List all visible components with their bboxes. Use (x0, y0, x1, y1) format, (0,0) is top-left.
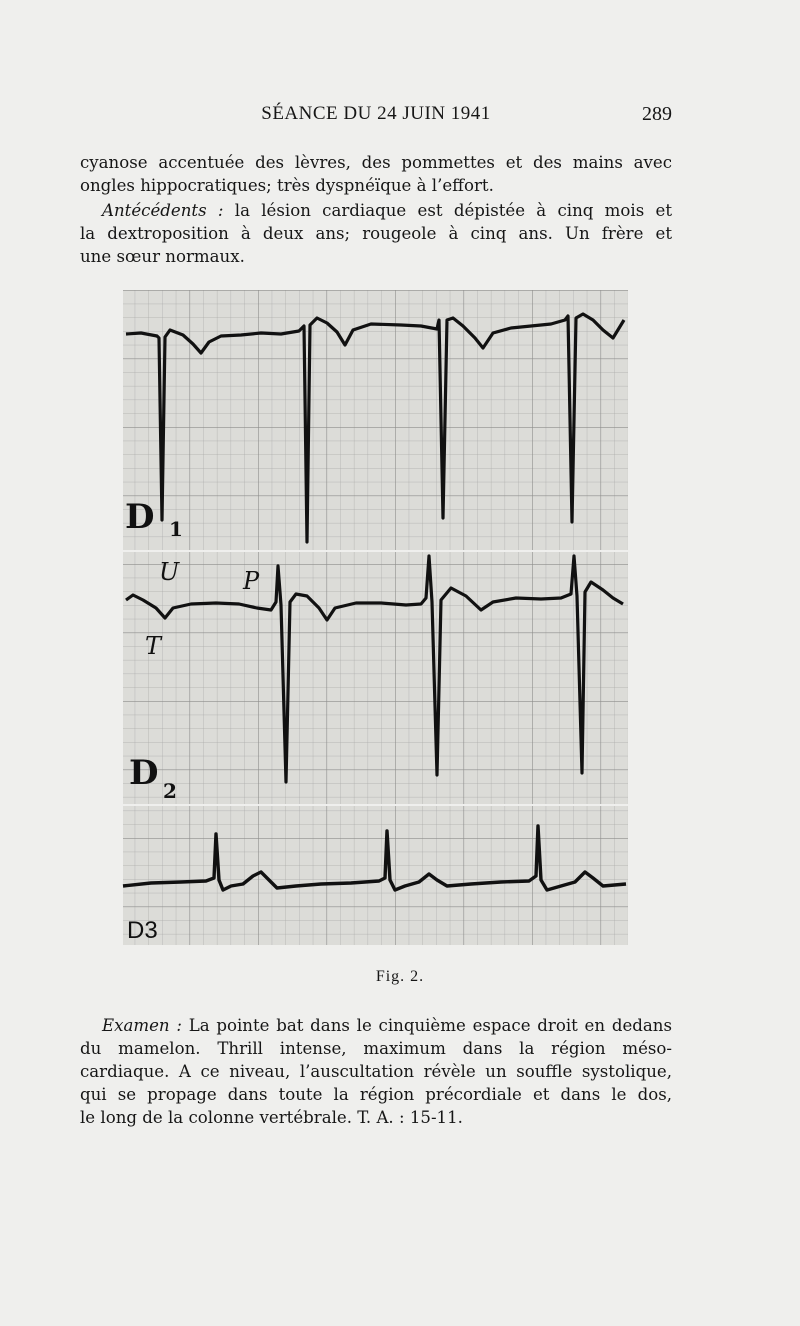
text-line: le long de la colonne vertébrale. T. A. : 15-11. (80, 1108, 463, 1127)
figure-caption: Fig. 2. (375, 968, 425, 985)
text-line-rest: la lésion cardiaque est dépistée à cinq mois et (234, 201, 673, 220)
ecg-tracing (121, 290, 628, 945)
lead-d3-panel (123, 806, 628, 945)
text-line: du mamelon. Thrill intense, maximum dans la région méso- (80, 1039, 672, 1058)
text-line: cardiaque. A ce niveau, l’auscultation révèle un souffle systolique, (80, 1062, 672, 1081)
paragraph-examination (80, 1014, 672, 1129)
text-line: qui se propage dans toute la région précordiale et dans le dos, (80, 1085, 672, 1104)
antecedents-label: Antécédents : (102, 201, 224, 220)
paragraph-cyanosis (80, 151, 672, 197)
lead-d2-panel (123, 552, 628, 804)
lead-d3-label: D3 (127, 917, 158, 944)
running-head: SÉANCE DU 24 JUIN 1941 (261, 103, 491, 124)
text-line: ongles hippocratiques; très dyspnéïque à l’effort. (80, 176, 494, 195)
text-line (80, 199, 672, 222)
wave-label-u: U (159, 558, 180, 586)
examen-label: Examen : (102, 1016, 182, 1035)
text-line: une sœur normaux. (80, 247, 245, 266)
lead-d2-label: D (129, 753, 159, 793)
text-line: la dextroposition à deux ans; rougeole à cinq ans. Un frère et (80, 224, 672, 243)
page-header (80, 103, 672, 131)
page-number: 289 (642, 103, 672, 125)
lead-d2-subscript: 2 (163, 779, 177, 803)
paragraph-antecedents (80, 199, 672, 268)
lead-d1-subscript: 1 (169, 517, 183, 541)
text-line: cyanose accentuée des lèvres, des pommettes et des mains avec (80, 153, 672, 172)
lead-d1-panel (123, 290, 628, 550)
lead-d1-label: D (125, 497, 155, 537)
text-line-rest: La pointe bat dans le cinquième espace droit en dedans (188, 1016, 672, 1035)
ecg-figure (121, 290, 628, 945)
wave-label-t: T (145, 632, 162, 660)
wave-label-p: P (243, 567, 260, 595)
text-line (80, 1014, 672, 1037)
